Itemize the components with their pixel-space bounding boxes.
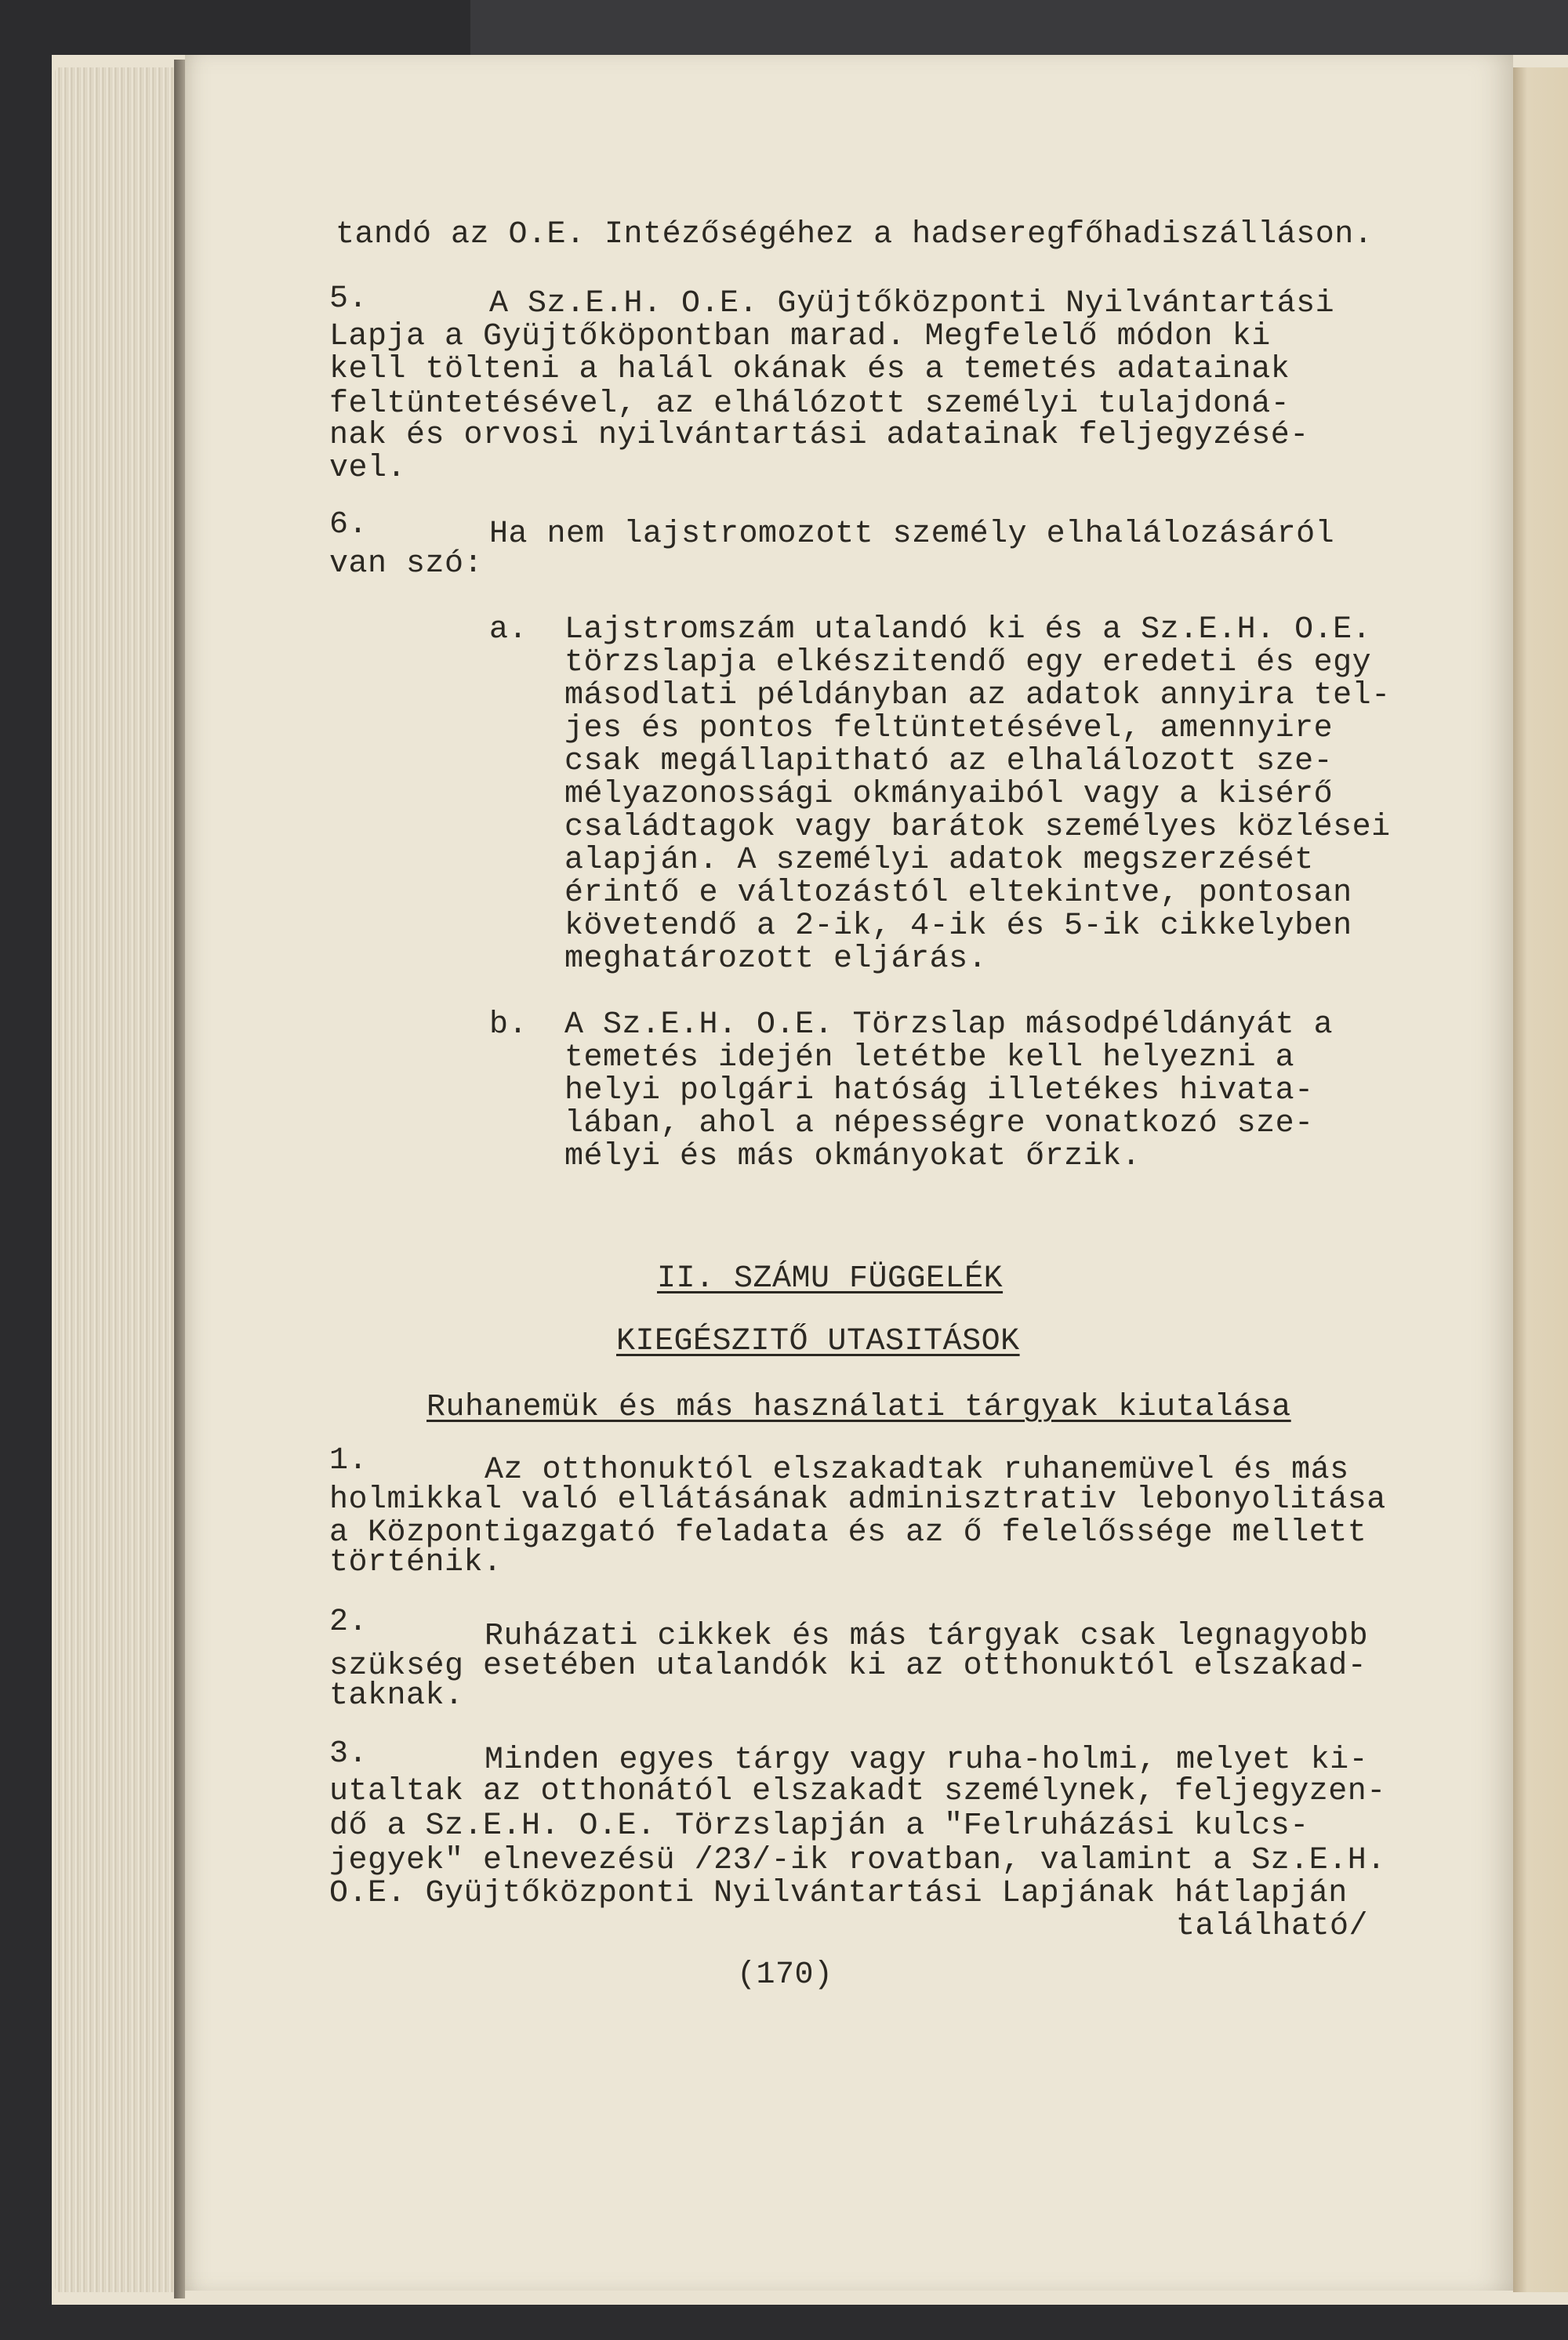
paragraph-line: A Sz.E.H. O.E. Gyüjtőközponti Nyilvántartási <box>489 286 1335 321</box>
paragraph-line: Ruházati cikkek és más tárgyak csak legnagyobb <box>485 1619 1369 1654</box>
sub-item-line: mélyi és más okmányokat őrzik. <box>564 1139 1142 1174</box>
paragraph-line: vel. <box>329 451 407 486</box>
continuation-line: tandó az O.E. Intézőségéhez a hadseregfőhadiszálláson. <box>336 217 1374 252</box>
paragraph-line: feltüntetésével, az elhálózott személyi tulajdoná- <box>329 386 1290 422</box>
paragraph-line: O.E. Gyüjtőközponti Nyilvántartási Lapjának hátlapján <box>329 1876 1348 1911</box>
sub-item-line: családtagok vagy barátok személyes közlései <box>564 810 1391 845</box>
paragraph-number: 6. <box>329 507 368 542</box>
next-page-edge <box>1513 67 1568 2292</box>
sub-item-line: Lajstromszám utalandó ki és a Sz.E.H. O.E. <box>564 612 1372 648</box>
paragraph-number: 2. <box>329 1605 368 1640</box>
paragraph-number: 3. <box>329 1736 368 1772</box>
sub-item-line: alapján. A személyi adatok megszerzését <box>564 843 1314 878</box>
sub-item-line: A Sz.E.H. O.E. Törzslap másodpéldányát a <box>564 1007 1334 1043</box>
paragraph-line: szükség esetében utalandók ki az otthonuktól elszakad- <box>329 1649 1367 1684</box>
sub-item-line: másodlati példányban az adatok annyira tel- <box>564 678 1391 713</box>
paragraph-line: a Központigazgató feladata és az ő felelőssége mellett <box>329 1515 1367 1551</box>
sub-item-line: meghatározott eljárás. <box>564 941 988 977</box>
paragraph-line: dő a Sz.E.H. O.E. Törzslapján a "Felruházási kulcs- <box>329 1809 1309 1844</box>
paragraph-line: Ha nem lajstromozott személy elhalálozásáról <box>489 517 1335 552</box>
paragraph-line: történik. <box>329 1545 503 1580</box>
appendix-heading: II. SZÁMU FÜGGELÉK <box>657 1261 1004 1297</box>
paragraph-line: Lapja a Gyüjtőköpontban marad. Megfelelő módon ki <box>329 319 1271 354</box>
sub-item-line: csak megállapitható az elhalálozott sze- <box>564 744 1334 779</box>
sub-item-line: lában, ahol a népességre vonatkozó sze- <box>564 1106 1314 1141</box>
page-number: (170) <box>737 1957 833 1993</box>
paragraph-line: taknak. <box>329 1678 464 1714</box>
paragraph-line: utaltak az otthonától elszakadt személynek, feljegyzen- <box>329 1774 1386 1809</box>
page-gutter <box>174 60 185 2298</box>
sub-item-line: helyi polgári hatóság illetékes hivata- <box>564 1073 1314 1108</box>
paragraph-number: 1. <box>329 1443 368 1478</box>
paragraph-line: nak és orvosi nyilvántartási adatainak feljegyzésé- <box>329 418 1309 453</box>
sub-item-line: törzslapja elkészitendő egy eredeti és egy <box>564 645 1372 680</box>
section-heading: KIEGÉSZITŐ UTASITÁSOK <box>616 1324 1020 1359</box>
sub-item-line: jes és pontos feltüntetésével, amennyire <box>564 711 1334 746</box>
paragraph-line: holmikkal való ellátásának adminisztrativ lebonyolitása <box>329 1482 1386 1518</box>
paragraph-number: 5. <box>329 281 368 317</box>
sub-item-letter: b. <box>489 1007 528 1043</box>
sub-item-line: temetés idején letétbe kell helyezni a <box>564 1040 1295 1076</box>
sub-item-letter: a. <box>489 612 528 648</box>
paragraph-line: kell tölteni a halál okának és a temetés adatainak <box>329 352 1290 387</box>
sub-item-line: mélyazonossági okmányaiból vagy a kisérő <box>564 777 1334 812</box>
subsection-heading: Ruhanemük és más használati tárgyak kiutalása <box>426 1390 1291 1425</box>
page-edges <box>55 67 180 2292</box>
sub-item-line: érintő e változástól eltekintve, pontosan <box>564 876 1352 911</box>
paragraph-line: van szó: <box>329 546 484 582</box>
paragraph-line: jegyek" elnevezésü /23/-ik rovatban, valamint a Sz.E.H. <box>329 1843 1386 1878</box>
paragraph-line: Az otthonuktól elszakadtak ruhanemüvel és más <box>485 1453 1349 1488</box>
sub-item-line: követendő a 2-ik, 4-ik és 5-ik cikkelyben <box>564 909 1352 944</box>
paragraph-line: Minden egyes tárgy vagy ruha-holmi, melyet ki- <box>485 1743 1369 1778</box>
paragraph-line: található/ <box>1176 1909 1369 1944</box>
